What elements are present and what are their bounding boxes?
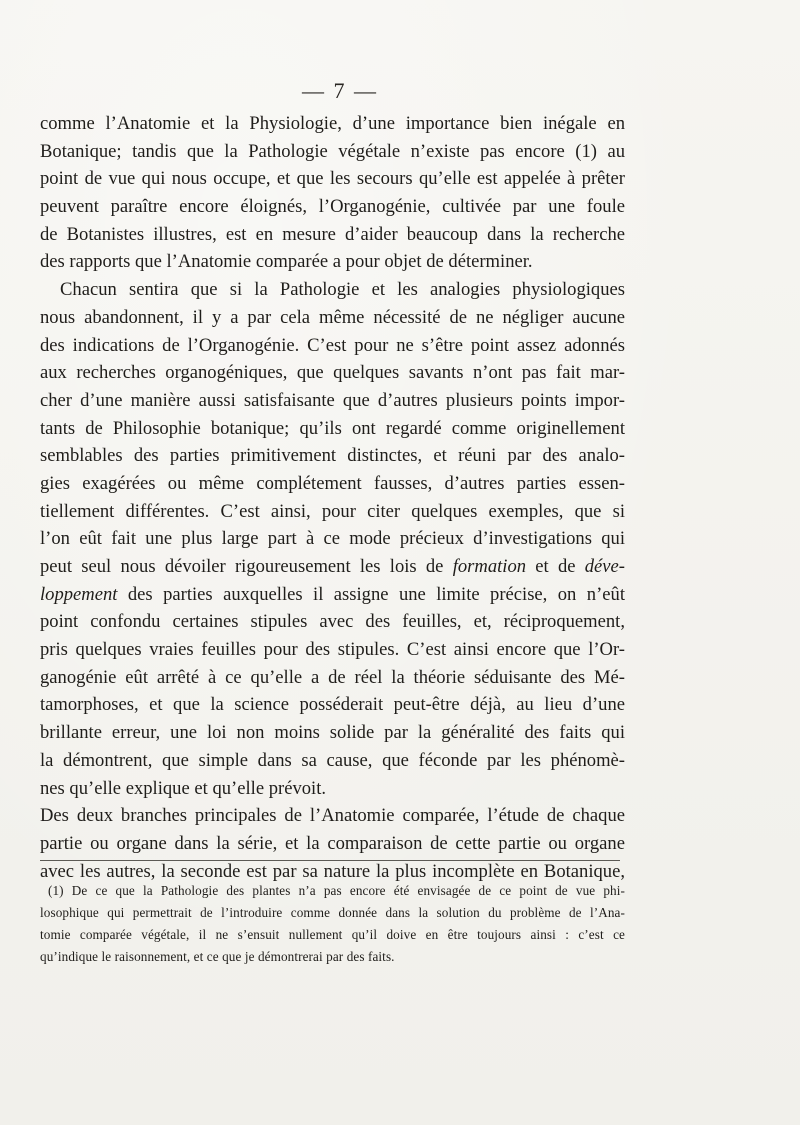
italic-term-developpement-end: loppement bbox=[40, 583, 118, 605]
italic-term-developpement-start: déve- bbox=[584, 556, 625, 577]
body-line: la démontrent, que simple dans sa cause, que féconde par les phénomè- bbox=[40, 749, 625, 771]
body-line: Chacun sentira que si la Pathologie et les analogies physiologiques bbox=[60, 279, 625, 301]
footnote-line: qu’indique le raisonnement, et ce que je démontrerai par des faits. bbox=[40, 949, 395, 964]
body-line: point de vue qui nous occupe, et que les secours qu’elle est appelée à prêter bbox=[40, 168, 625, 190]
body-line: des indications de l’Organogénie. C’est pour ne s’être point assez adonnés bbox=[40, 334, 625, 356]
body-line: pris quelques vraies feuilles pour des stipules. C’est ainsi encore que l’Or- bbox=[40, 639, 625, 661]
body-line: peuvent paraître encore éloignés, l’Organogénie, cultivée par une foule bbox=[40, 196, 625, 218]
body-line: partie ou organe dans la série, et la comparaison de cette partie ou organe bbox=[40, 832, 625, 854]
body-line-segment: peut seul nous dévoiler rigoureusement les lois de bbox=[40, 556, 444, 577]
body-line: des rapports que l’Anatomie comparée a pour objet de déterminer. bbox=[40, 251, 533, 273]
body-line: l’on eût fait une plus large part à ce mode précieux d’investigations qui bbox=[40, 528, 625, 550]
body-line-mixed bbox=[40, 581, 625, 609]
body-line: avec les autres, la seconde est par sa nature la plus incomplète en Botanique, bbox=[40, 860, 625, 882]
body-line: Des deux branches principales de l’Anatomie comparée, l’étude de chaque bbox=[40, 805, 625, 827]
body-line: tamorphoses, et que la science posséderait peut-être déjà, au lieu d’une bbox=[40, 694, 625, 716]
footnote-line: losophique qui permettrait de l’introduire comme donnée dans la solution du problème de l’Ana- bbox=[40, 905, 625, 920]
italic-term-formation: formation bbox=[452, 556, 527, 577]
body-line-mixed bbox=[40, 553, 625, 581]
body-line: brillante erreur, une loi non moins solide par la généralité des faits qui bbox=[40, 722, 625, 744]
body-line: semblables des parties primitivement distinctes, et réuni par des analo- bbox=[40, 445, 625, 467]
footnote-divider bbox=[40, 860, 620, 861]
footnotes bbox=[40, 880, 625, 968]
body-line: nous abandonnent, il y a par cela même nécessité de ne négliger aucune bbox=[40, 306, 625, 328]
body-line-segment: des parties auxquelles il assigne une limite précise, on n’eût bbox=[117, 583, 625, 605]
body-line: point confondu certaines stipules avec des feuilles, et, réciproquement, bbox=[40, 611, 625, 633]
body-line-segment: et de bbox=[526, 556, 585, 577]
body-line: ganogénie eût arrêté à ce qu’elle a de réel la théorie séduisante des Mé- bbox=[40, 666, 625, 688]
body-line: tants de Philosophie botanique; qu’ils ont regardé comme originellement bbox=[40, 417, 625, 439]
body-line: Botanique; tandis que la Pathologie végétale n’existe pas encore (1) au bbox=[40, 140, 625, 162]
body-line: nes qu’elle explique et qu’elle prévoit. bbox=[40, 777, 327, 799]
body-line: de Botanistes illustres, est en mesure d’aider beaucoup dans la recherche bbox=[40, 223, 625, 245]
body-line: tiellement différentes. C’est ainsi, pour citer quelques exemples, que si bbox=[40, 500, 625, 522]
body-line: gies exagérées ou même complétement fausses, d’autres parties essen- bbox=[40, 472, 625, 494]
footnote-line: tomie comparée végétale, il ne s’ensuit nullement qu’il doive en être toujours ainsi : c’est ce bbox=[40, 927, 625, 942]
page-number: — 7 — bbox=[302, 78, 378, 103]
body-line: cher d’une manière aussi satisfaisante que d’autres plusieurs points impor- bbox=[40, 389, 625, 411]
footnote-line: (1) De ce que la Pathologie des plantes n’a pas encore été envisagée de ce point de vue phi- bbox=[48, 883, 625, 898]
body-line: aux recherches organogéniques, que quelques savants n’ont pas fait mar- bbox=[40, 362, 625, 384]
body-line: comme l’Anatomie et la Physiologie, d’une importance bien inégale en bbox=[40, 113, 625, 134]
body-text bbox=[40, 110, 625, 885]
